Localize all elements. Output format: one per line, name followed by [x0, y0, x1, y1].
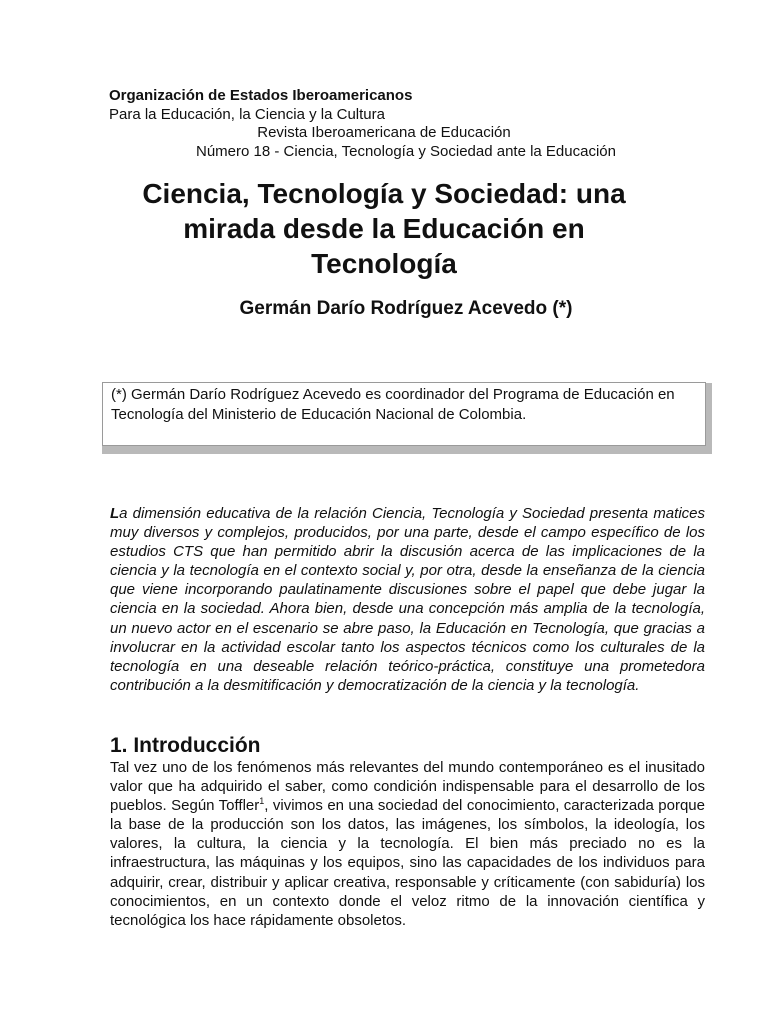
article-author: Germán Darío Rodríguez Acevedo (*) [239, 298, 573, 319]
article-title: Ciencia, Tecnología y Sociedad: una mirada desde la Educación en Tecnología [142, 178, 626, 279]
footnote-marker[interactable]: 1 [259, 796, 265, 807]
issue-title: Número 18 - Ciencia, Tecnología y Sociedad ante la Educación [196, 143, 616, 160]
author-note-box [102, 382, 706, 446]
abstract-paragraph [110, 504, 705, 695]
section-heading: 1. Introducción [110, 734, 261, 757]
journal-name: Revista Iberoamericana de Educación [257, 124, 511, 141]
organization-name: Organización de Estados Iberoamericanos [109, 87, 413, 104]
abstract-initial: L [110, 505, 120, 522]
abstract-text: a dimensión educativa de la relación Ciencia, Tecnología y Sociedad presenta matices muy diversos y complejos, producidos, por una parte, desde el campo específico de los estudios CTS que han permitido abrir la discusión acerca de las implicaciones de la ciencia y la tecnología en el contexto social y, por otra, desde la enseñanza de la ciencia que viene incorporando paulatinamente discusiones sobre el papel que debe jugar la ciencia en la sociedad. Ahora bien, desde una concepción más amplia de la tecnología, un nuevo actor en el escenario se abre paso, la Educación en Tecnología, que gracias a involucrar en la actividad escolar tanto los aspectos técnicos como los culturales de la tecnología en una deseable relación teórico-práctica, constituye una prometedora contribución a la desmitificación y democratización de la ciencia y la tecnología. [110, 505, 705, 694]
intro-text-part-2: , vivimos en una sociedad del conocimiento, caracterizada porque la base de la producción son los datos, las imágenes, los símbolos, la ideología, los valores, la cultura, la ciencia y la tecnología. El bien más preciado no es la infraestructura, las máquinas y los equipos, sino las capacidades de los individuos para adquirir, crear, distribuir y aplicar creativa, responsable y críticamente (con sabiduría) los conocimientos, en un contexto donde el veloz ritmo de la innovación científica y tecnológica los hace rápidamente obsoletos. [110, 797, 705, 929]
author-note-text: (*) Germán Darío Rodríguez Acevedo es coordinador del Programa de Educación en Tecnología del Ministerio de Educación Nacional de Colombia. [111, 386, 675, 423]
introduction-paragraph [110, 758, 705, 930]
organization-subtitle: Para la Educación, la Ciencia y la Cultura [109, 106, 385, 123]
intro-text-part-1: Tal vez uno de los fenómenos más relevantes del mundo contemporáneo es el inusitado valor que ha adquirido el saber, como condición indispensable para el desarrollo de los pueblos. Según Toffler [110, 759, 705, 815]
